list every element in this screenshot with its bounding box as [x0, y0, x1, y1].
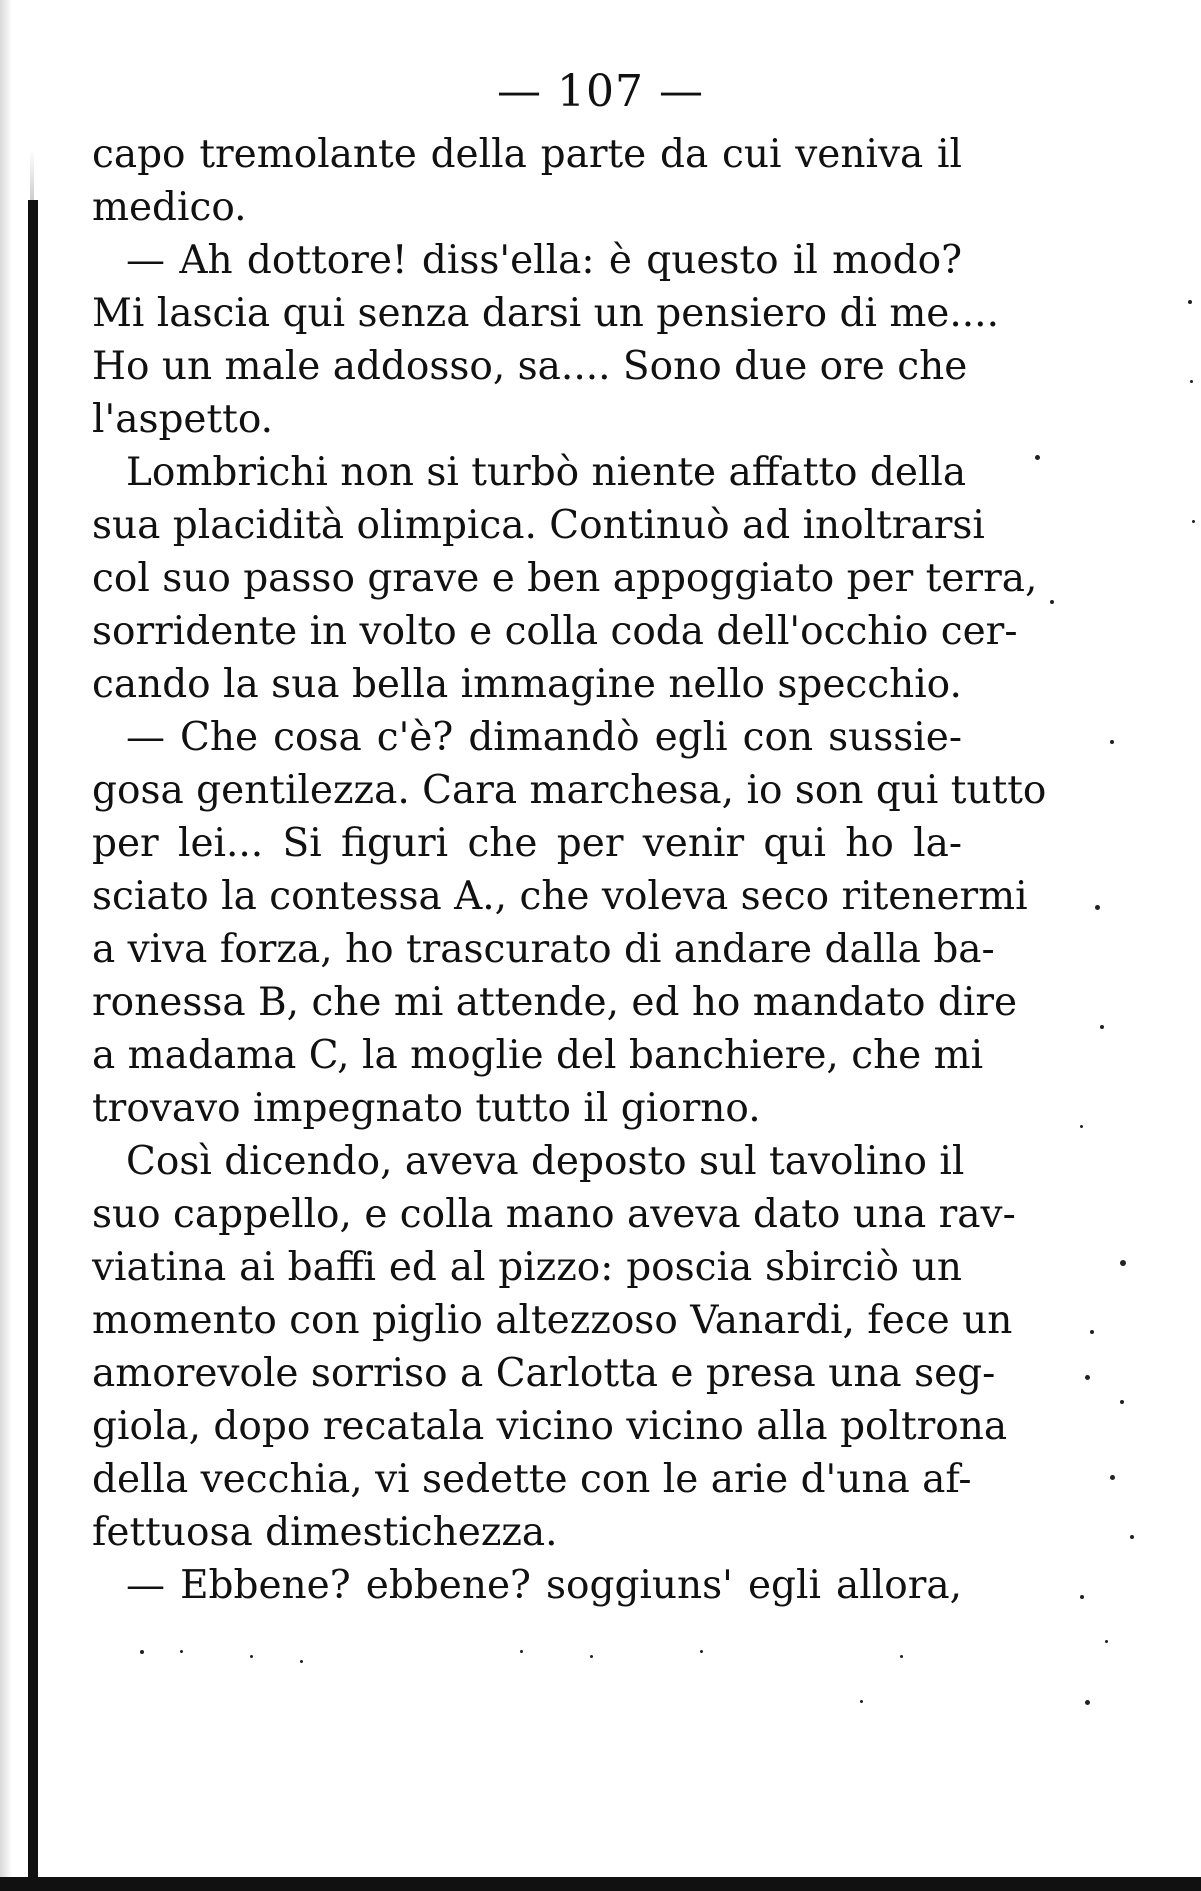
print-speck [1100, 1025, 1104, 1029]
print-speck [1080, 1125, 1083, 1128]
page-edge-shadow [0, 0, 12, 1891]
print-speck [1188, 300, 1192, 304]
binding-edge [28, 200, 38, 1891]
text-line: della vecchia, vi sedette con le arie d'una af- [92, 1457, 972, 1502]
text-line: momento con piglio altezzoso Vanardi, fece un [92, 1298, 1013, 1343]
print-speck [1050, 600, 1054, 604]
print-speck [1035, 455, 1040, 460]
print-speck [250, 1655, 253, 1658]
text-line: medico. [92, 185, 247, 230]
text-line: l'aspetto. [92, 397, 274, 442]
print-speck [1085, 1700, 1090, 1705]
print-speck [1080, 1595, 1084, 1599]
print-speck [1190, 380, 1193, 383]
print-speck [1120, 1260, 1126, 1266]
print-speck [900, 1655, 903, 1658]
text-line: Ho un male addosso, sa.... Sono due ore che [92, 344, 968, 389]
text-line: Così dicendo, aveva deposto sul tavolino il [126, 1139, 965, 1184]
print-speck [1110, 1475, 1115, 1480]
print-speck [1105, 1640, 1108, 1643]
text-line: cando la sua bella immagine nello specchio. [92, 662, 962, 707]
text-line: sciato la contessa A., che voleva seco ritenermi [92, 874, 1028, 919]
print-speck [140, 1650, 144, 1654]
print-speck [1090, 1330, 1094, 1334]
text-line: — Ebbene? ebbene? soggiuns' egli allora, [126, 1563, 962, 1608]
print-speck [1110, 740, 1114, 744]
print-speck [700, 1650, 703, 1653]
text-line: giola, dopo recatala vicino vicino alla poltrona [92, 1404, 1008, 1449]
text-line: Mi lascia qui senza darsi un pensiero di me.... [92, 291, 999, 336]
text-line: Lombrichi non si turbò niente affatto della [126, 450, 967, 495]
print-speck [1130, 1535, 1134, 1539]
text-line: — Che cosa c'è? dimandò egli con sussie- [126, 715, 962, 760]
text-line: trovavo impegnato tutto il giorno. [92, 1086, 761, 1131]
page-number: — 107 — [497, 66, 704, 117]
text-line: gosa gentilezza. Cara marchesa, io son qui tutto [92, 768, 1047, 813]
text-line: suo cappello, e colla mano aveva dato una rav- [92, 1192, 1016, 1237]
text-line: sorridente in volto e colla coda dell'occhio cer- [92, 609, 1018, 654]
text-line: — Ah dottore! diss'ella: è questo il modo? [126, 238, 962, 283]
print-speck [590, 1655, 593, 1658]
text-line: sua placidità olimpica. Continuò ad inoltrarsi [92, 503, 985, 548]
print-speck [180, 1650, 183, 1653]
text-line: a madama C, la moglie del banchiere, che mi [92, 1033, 984, 1078]
print-speck [520, 1650, 523, 1653]
text-line: fettuosa dimestichezza. [92, 1510, 558, 1555]
print-speck [1095, 905, 1100, 910]
text-line: ronessa B, che mi attende, ed ho mandato dire [92, 980, 1018, 1025]
body-text [92, 128, 1047, 1612]
print-speck [1120, 1400, 1124, 1404]
text-line: capo tremolante della parte da cui veniva il [92, 132, 962, 177]
text-line: viatina ai baffi ed al pizzo: poscia sbirciò un [92, 1245, 962, 1290]
text-line: per lei... Si figuri che per venir qui ho la- [92, 821, 962, 866]
print-speck [1192, 520, 1195, 523]
print-speck [860, 1700, 863, 1703]
text-line: amorevole sorriso a Carlotta e presa una seg- [92, 1351, 996, 1396]
bottom-page-edge [0, 1877, 1201, 1891]
text-line: a viva forza, ho trascurato di andare dalla ba- [92, 927, 995, 972]
text-line: col suo passo grave e ben appoggiato per terra, [92, 556, 1038, 601]
print-speck [300, 1660, 303, 1663]
print-speck [1085, 1375, 1090, 1380]
